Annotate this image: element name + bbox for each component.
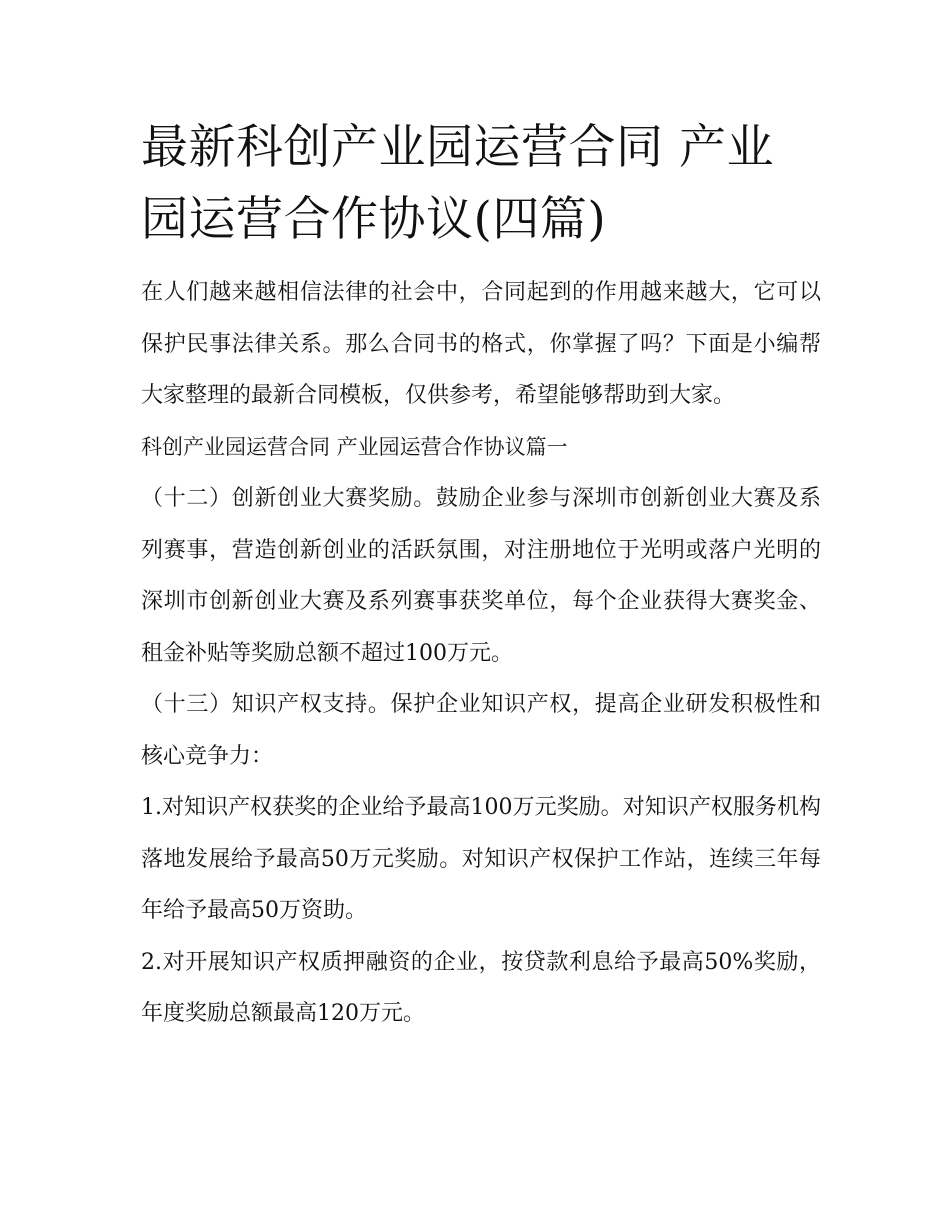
paragraph-innovation-contest: （十二）创新创业大赛奖励。鼓励企业参与深圳市创新创业大赛及系列赛事，营造创新创业的活跃氛围，对注册地位于光明或落户光明的深圳市创新创业大赛及系列赛事获奖单位，每个企业获得大赛奖金、租金补贴等奖励总额不超过100万元。 — [141, 486, 821, 666]
document-body — [141, 112, 821, 1040]
paragraph-ip-pledge-financing: 2.对开展知识产权质押融资的企业，按贷款利息给予最高50%奖励，年度奖励总额最高120万元。 — [141, 949, 821, 1026]
intro-paragraph: 在人们越来越相信法律的社会中，合同起到的作用越来越大，它可以保护民事法律关系。那么合同书的格式，你掌握了吗？下面是小编帮大家整理的最新合同模板，仅供参考，希望能够帮助到大家。 — [141, 280, 821, 408]
document-title: 最新科创产业园运营合同 产业园运营合作协议(四篇) — [141, 120, 774, 247]
paragraph-ip-support: （十三）知识产权支持。保护企业知识产权，提高企业研发积极性和核心竞争力： — [141, 692, 821, 769]
paragraph-ip-awards: 1.对知识产权获奖的企业给予最高100万元奖励。对知识产权服务机构落地发展给予最高50万元奖励。对知识产权保护工作站，连续三年每年给予最高50万资助。 — [141, 795, 821, 923]
section-heading: 科创产业园运营合同 产业园运营合作协议篇一 — [141, 434, 568, 459]
